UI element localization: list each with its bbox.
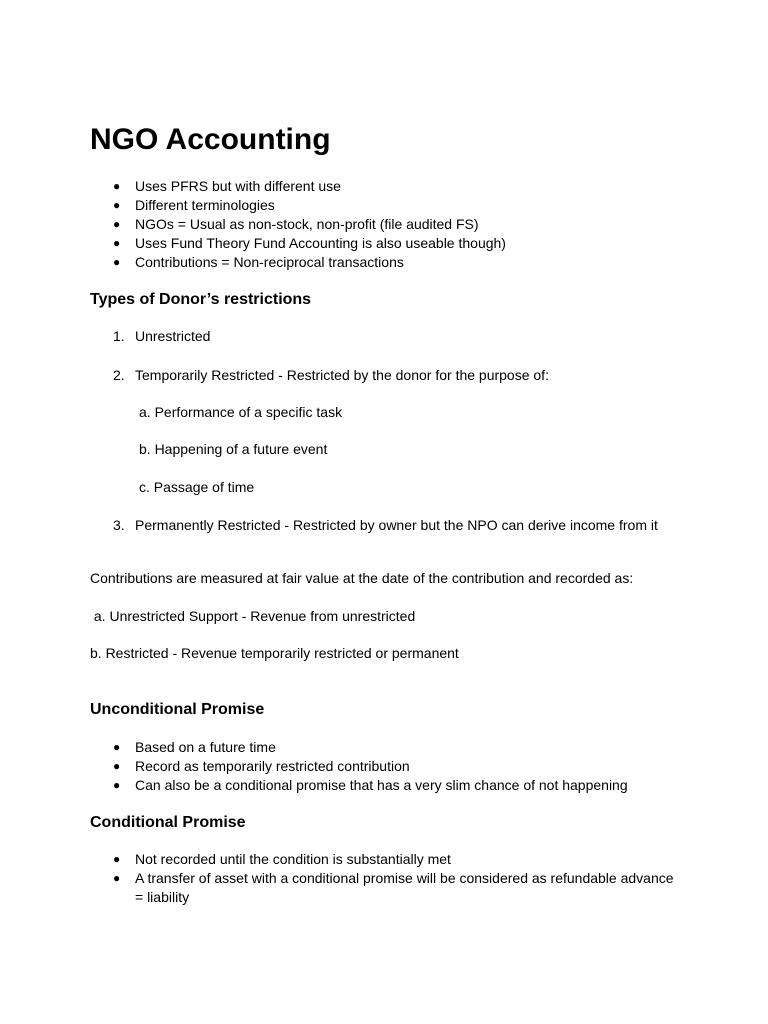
contributions-paragraph: Contributions are measured at fair value at the date of the contribution and recorded as: (90, 570, 634, 586)
list-item: Different terminologies (135, 197, 275, 213)
list-item: Record as temporarily restricted contribution (135, 758, 410, 774)
sub-list-item: b. Happening of a future event (139, 441, 328, 457)
bullet-icon: ● (113, 778, 121, 792)
bullet-icon: ● (113, 759, 121, 773)
list-item: Temporarily Restricted - Restricted by the donor for the purpose of: (135, 367, 549, 383)
list-number: 1. (113, 328, 125, 344)
section-heading-restrictions: Types of Donor’s restrictions (90, 291, 312, 308)
section-heading-conditional: Conditional Promise (90, 814, 246, 831)
list-item: A transfer of asset with a conditional promise will be considered as refundable advance (135, 870, 674, 886)
section-heading-unconditional: Unconditional Promise (90, 701, 265, 718)
bullet-icon: ● (113, 217, 121, 231)
list-item-continuation: = liability (135, 889, 190, 905)
page-title: NGO Accounting (90, 123, 331, 156)
bullet-icon: ● (113, 255, 121, 269)
bullet-icon: ● (113, 236, 121, 250)
list-item: Uses PFRS but with different use (135, 178, 341, 194)
sub-list-item: c. Passage of time (139, 479, 255, 495)
bullet-icon: ● (113, 871, 121, 885)
bullet-icon: ● (113, 179, 121, 193)
list-number: 3. (113, 517, 125, 533)
list-item: Not recorded until the condition is substantially met (135, 851, 451, 867)
contributions-line-b: b. Restricted - Revenue temporarily restricted or permanent (90, 645, 459, 661)
list-item: Contributions = Non-reciprocal transactions (135, 254, 404, 270)
bullet-icon: ● (113, 740, 121, 754)
bullet-icon: ● (113, 198, 121, 212)
sub-list-item: a. Performance of a specific task (139, 404, 343, 420)
list-item: NGOs = Usual as non-stock, non-profit (file audited FS) (135, 216, 479, 232)
list-item: Unrestricted (135, 328, 211, 344)
list-number: 2. (113, 367, 125, 383)
list-item: Can also be a conditional promise that has a very slim chance of not happening (135, 777, 628, 793)
bullet-icon: ● (113, 852, 121, 866)
list-item: Permanently Restricted - Restricted by owner but the NPO can derive income from it (135, 517, 658, 533)
list-item: Based on a future time (135, 739, 276, 755)
contributions-line-a: a. Unrestricted Support - Revenue from unrestricted (90, 608, 416, 624)
list-item: Uses Fund Theory Fund Accounting is also useable though) (135, 235, 506, 251)
